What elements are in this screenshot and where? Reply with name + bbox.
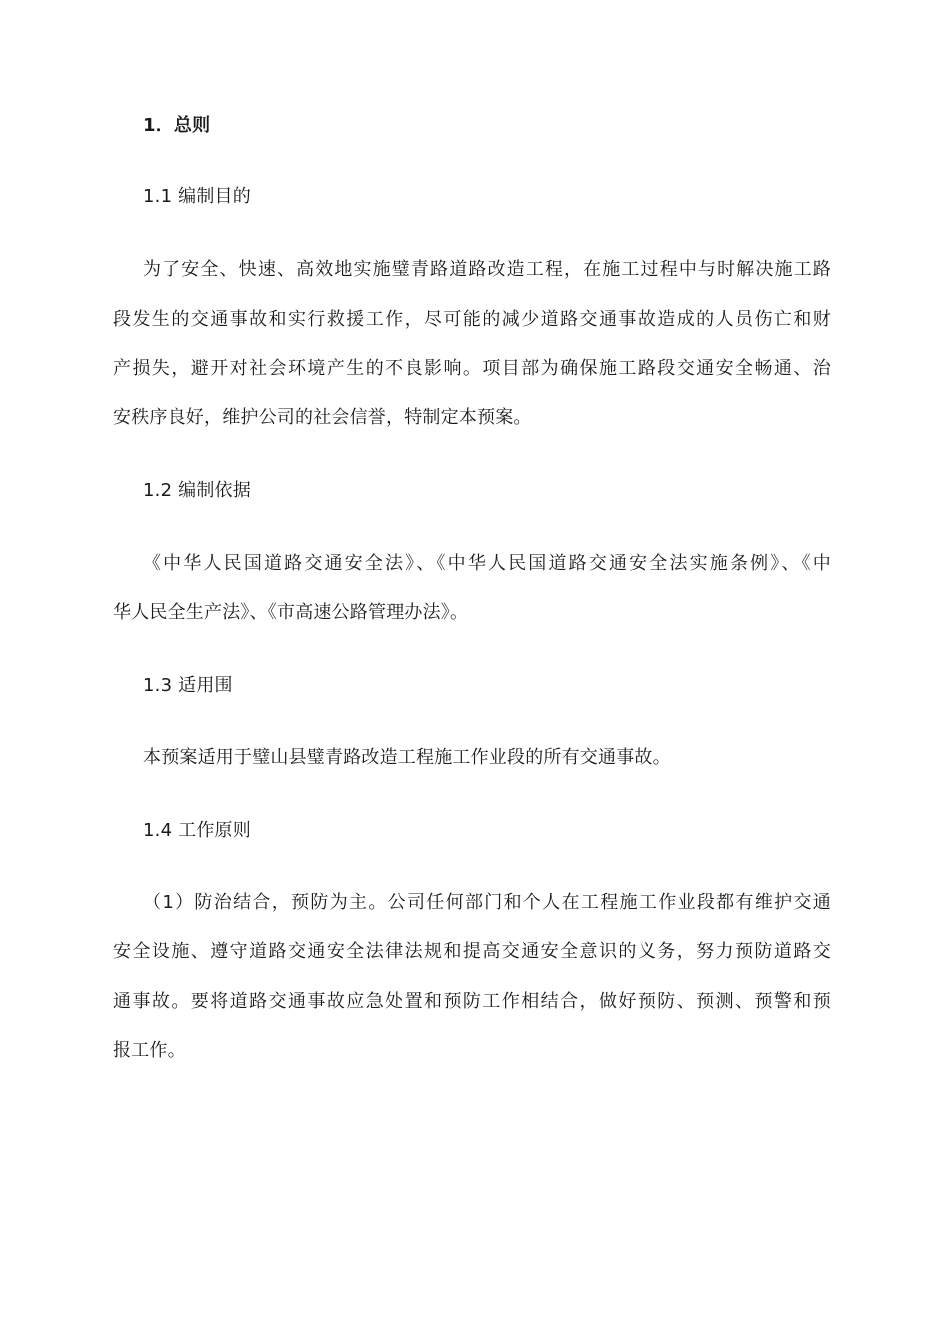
paragraph-line: 华人民全生产法》、《市高速公路管理办法》。 (113, 602, 469, 623)
paragraph-line: 报工作。 (113, 1040, 186, 1061)
paragraph-line: 产损失，避开对社会环境产生的不良影响。项目部为确保施工路段交通安全畅通、治 (113, 358, 831, 379)
subsection-title-1-3: 1.3 适用围 (143, 675, 233, 696)
paragraph-line: 段发生的交通事故和实行救援工作，尽可能的减少道路交通事故造成的人员伤亡和财 (113, 309, 831, 330)
paragraph-line: 安全设施、遵守道路交通安全法律法规和提高交通安全意识的义务，努力预防道路交 (113, 941, 831, 962)
paragraph-line: 《中华人民国道路交通安全法》、《中华人民国道路交通安全法实施条例》、《中 (143, 553, 831, 574)
paragraph-line: 本预案适用于璧山县璧青路改造工程施工作业段的所有交通事故。 (143, 747, 671, 768)
paragraph-line: （1）防治结合，预防为主。公司任何部门和个人在工程施工作业段都有维护交通 (143, 892, 831, 913)
section-heading: 1．总则 (143, 115, 211, 136)
subsection-title-1-1: 1.1 编制目的 (143, 186, 251, 207)
paragraph-line: 安秩序良好，维护公司的社会信誉，特制定本预案。 (113, 407, 532, 428)
subsection-title-1-2: 1.2 编制依据 (143, 480, 251, 501)
paragraph-line: 通事故。要将道路交通事故应急处置和预防工作相结合，做好预防、预测、预警和预 (113, 991, 831, 1012)
paragraph-line: 为了安全、快速、高效地实施璧青路道路改造工程，在施工过程中与时解决施工路 (143, 259, 831, 280)
subsection-title-1-4: 1.4 工作原则 (143, 820, 251, 841)
